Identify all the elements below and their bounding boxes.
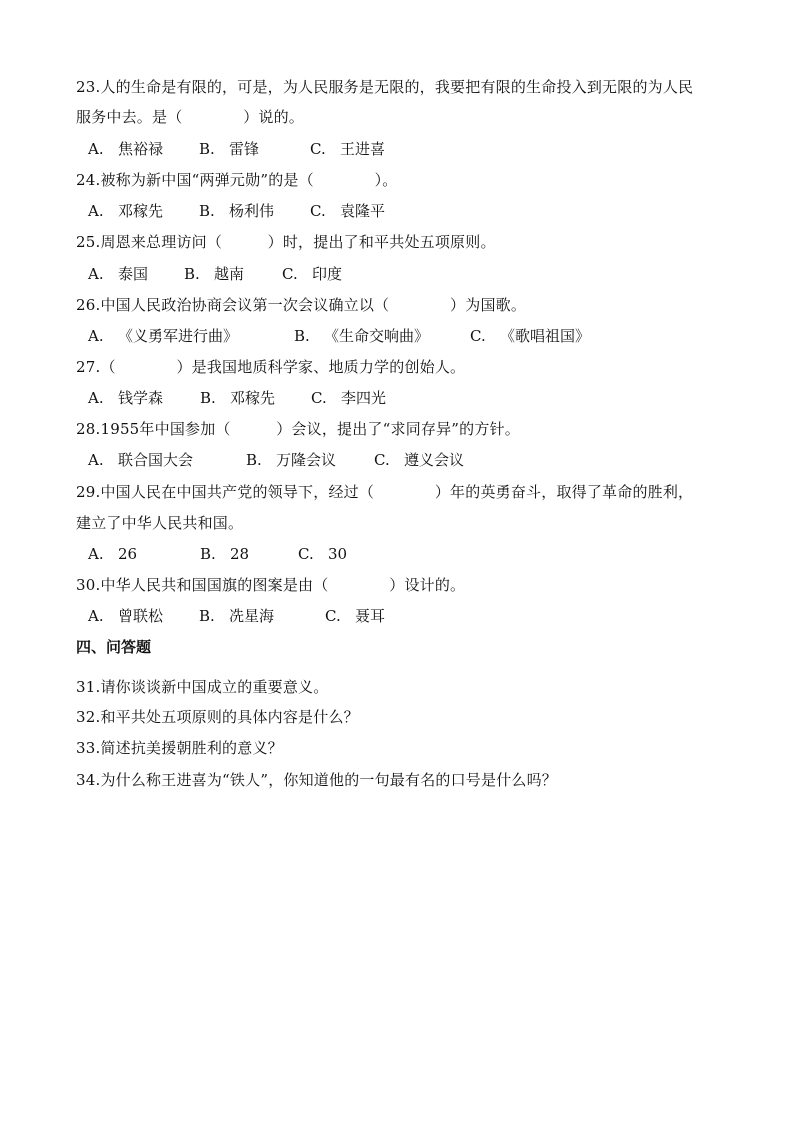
option-b: B. 越南	[184, 265, 245, 283]
question-27-line-1: 27.（ ）是我国地质科学家、地质力学的创始人。	[76, 358, 466, 376]
option-c: C. 印度	[282, 265, 343, 283]
question-28-line-1: 28.1955年中国参加（ ）会议，提出了“求同存异”的方针。	[76, 420, 520, 438]
question-32: 32.和平共处五项原则的具体内容是什么？	[76, 708, 359, 726]
question-24-line-1: 24.被称为新中国“两弹元勋”的是（ ）。	[76, 171, 398, 189]
option-a: A. 钱学森	[88, 389, 164, 407]
question-29-line-2: 建立了中华人民共和国。	[76, 514, 244, 532]
option-a: A. 《义勇军进行曲》	[88, 327, 239, 345]
option-a: A. 曾联松	[88, 607, 164, 625]
option-c: C. 王进喜	[310, 140, 386, 158]
option-b: B. 冼星海	[199, 607, 275, 625]
question-33: 33.简述抗美援朝胜利的意义？	[76, 739, 283, 757]
section-title: 四、问答题	[76, 638, 152, 656]
question-30-line-1: 30.中华人民共和国国旗的图案是由（ ）设计的。	[76, 576, 466, 594]
option-c: C. 30	[298, 545, 348, 563]
option-a: A. 焦裕禄	[88, 140, 164, 158]
option-b: B. 万隆会议	[246, 451, 337, 469]
question-25-line-1: 25.周恩来总理访问（ ）时，提出了和平共处五项原则。	[76, 233, 496, 251]
option-a: A. 联合国大会	[88, 451, 194, 469]
option-b: B. 邓稼先	[200, 389, 276, 407]
option-a: A. 泰国	[88, 265, 149, 283]
question-23-line-2: 服务中去。是（ ）说的。	[76, 108, 305, 126]
question-26-line-1: 26.中国人民政治协商会议第一次会议确立以（ ）为国歌。	[76, 296, 527, 314]
option-b: B. 28	[200, 545, 250, 563]
question-29-line-1: 29.中国人民在中国共产党的领导下，经过（ ）年的英勇奋斗，取得了革命的胜利，	[76, 483, 694, 501]
option-a: A. 邓稼先	[88, 202, 164, 220]
option-c: C. 李四光	[311, 389, 387, 407]
option-c: C. 袁隆平	[310, 202, 386, 220]
option-b: B. 雷锋	[199, 140, 260, 158]
question-34: 34.为什么称王进喜为“铁人”，你知道他的一句最有名的口号是什么吗？	[76, 771, 557, 789]
option-b: B. 杨利伟	[199, 202, 275, 220]
option-c: C. 遵义会议	[374, 451, 465, 469]
option-b: B. 《生命交响曲》	[294, 327, 430, 345]
question-23-line-1: 23.人的生命是有限的，可是，为人民服务是无限的，我要把有限的生命投入到无限的为人民	[76, 78, 694, 96]
option-c: C. 《歌唱祖国》	[470, 327, 591, 345]
option-c: C. 聂耳	[325, 607, 386, 625]
option-a: A. 26	[88, 545, 138, 563]
question-31: 31.请你谈谈新中国成立的重要意义。	[76, 678, 329, 696]
